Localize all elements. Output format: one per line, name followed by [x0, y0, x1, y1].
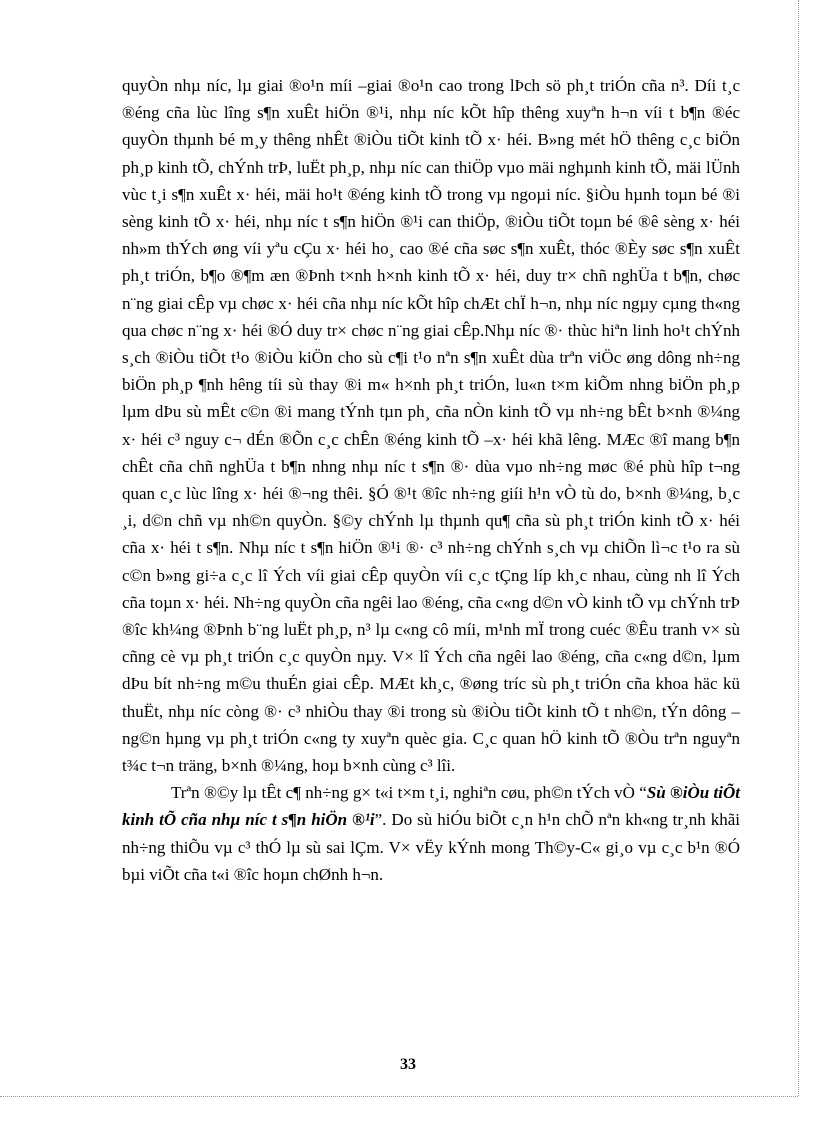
paragraph-2-lead: Trªn ®©y lµ tÊt c¶ nh÷ng g× t«i t×m t¸i, nghiªn cøu, ph©n tÝch vÒ “	[171, 783, 647, 803]
paragraph-2-tail: ”. Do sù hiÓu biÕt c¸n h¹n chÕ nªn kh«ng tr¸nh khãi nh÷ng thiÕu vµ c³ thÓ lµ sù sai lÇm. V× vËy kÝnh mong Th©y-C« gi¸o vµ c¸c b¹n ®Ó bµi viÕt cña t«i ®îc hoµn chØnh h¬n.	[122, 810, 740, 884]
page-border-right	[798, 0, 799, 1096]
page-border-bottom	[0, 1096, 798, 1097]
paragraph-1: quyÒn nhµ níc, lµ giai ®o¹n míi –giai ®o¹n cao trong lÞch sö ph¸t triÓn cña n³. Díi t¸c ®éng cña lùc lîng s¶n xuÊt hiÖn ®¹i, nhµ níc kÕt hîp thêng xuyªn h¬n víi t b¶n ®éc quyÒn thµnh bé m¸y thêng nhÊt ®iÒu tiÕt kinh tÕ x· héi. B»ng mét hÖ thêng c¸c biÖn ph¸p kinh tÕ, chÝnh trÞ, luËt ph¸p, nhµ níc can thiÖp vµo mäi nghµnh kinh tÕ, mäi lÜnh vùc t¸i s¶n xuÊt x· héi, mäi ho¹t ®éng kinh tÕ trong vµ ngoµi níc. §iÒu hµnh toµn bé ®i sèng kinh tÕ x· héi, nhµ níc t s¶n hiÖn ®¹i can thiÖp, ®iÒu tiÕt toµn bé ®ê sèng x· héi nh»m thÝch øng víi yªu cÇu x· héi ho¸ cao ®é cña søc s¶n xuÊt, thóc ®Èy søc s¶n xuÊt ph¸t triÓn, b¶o ®¶m æn ®Þnh t×nh h×nh kinh tÕ x· héi, duy tr× chñ nghÜa t b¶n, chøc n¨ng giai cÊp vµ chøc x· héi cña nhµ níc kÕt hîp chÆt chÏ h¬n, nhµ níc ngµy cµng th«ng qua chøc n¨ng x· héi ®Ó duy tr× chøc n¨ng giai cÊp.Nhµ níc ®· thùc hiªn linh ho¹t chÝnh s¸ch ®iÒu tiÕt t¹o ®iÒu kiÖn cho sù c¶i t¹o nªn s¶n xuÊt dùa trªn viÖc øng dông nh÷ng biÖn ph¸p ¶nh hêng tíi sù thay ®i m« h×nh ph¸t triÓn, lu«n t×m kiÕm nhng biÖn ph¸p lµm dÞu sù mÊt c©n ®i mang tÝnh tµn ph¸ cña nÒn kinh tÕ vµ nh÷ng bÊt b×nh ®¼ng x· héi c³ nguy c¬ dÉn ®Õn c¸c chÊn ®éng kinh tÕ –x· héi khã lêng. MÆc ®î mang b¶n chÊt cña chñ nghÜa t b¶n nhng nhµ níc t s¶n ®· dùa vµo nh÷ng møc ®é phù hîp t¬ng quan c¸c lùc lîng x· héi ®¬ng thêi. §Ó ®¹t ®îc nh÷ng giíi h¹n vÒ tù do, b×nh ®¼ng, b¸c ¸i, d©n chñ vµ nh©n quyÒn. §©y chÝnh lµ thµnh qu¶ cña sù ph¸t triÓn kinh tÕ x· héi cña x· héi t s¶n. Nhµ níc t s¶n hiÖn ®¹i ®· c³ nh÷ng chÝnh s¸ch vµ chiÕn lì¬c t¹o ra sù c©n b»ng gi÷a c¸c lî Ých víi giai cÊp quyÒn víi c¸c tÇng líp kh¸c nhau, cùng nh lî Ých cña toµn x· héi. Nh÷ng quyÒn cña ngêi lao ®éng, cña c«ng d©n vÒ kinh tÕ vµ chÝnh trÞ ®îc kh¼ng ®Þnh b¨ng luËt ph¸p, n³ lµ c«ng cô míi, m¹nh mÏ trong cuéc ®Êu tranh v× sù cñng cè vµ ph¸t triÓn c¸c quyÒn nµy. V× lî Ých cña ngêi lao ®éng, cña c«ng d©n, lµm dÞu bít nh÷ng m©u thuÉn giai cÊp. MÆt kh¸c, ®øng tríc sù ph¸t triÓn cña khoa häc kü thuËt, nhµ níc còng ®· c³ nhiÒu thay ®i trong sù ®iÒu tiÕt kinh tÕ t nh©n, tÝn dông –ng©n hµng vµ ph¸t triÓn c«ng ty xuyªn quèc gia. C¸c quan hÖ kinh tÕ ®Òu trªn nguyªn t¾c t¬n träng, b×nh ®¼ng, hoµ b×nh cùng c³ lîi.	[122, 76, 740, 776]
paragraph-2-emphasis: Sù ®iÒu tiÕt kinh tÕ cña nhµ níc t s¶n hiÖn ®¹i	[122, 783, 740, 830]
body-text	[122, 72, 740, 888]
paragraph-2	[122, 779, 740, 888]
page-number: 33	[400, 1056, 416, 1073]
